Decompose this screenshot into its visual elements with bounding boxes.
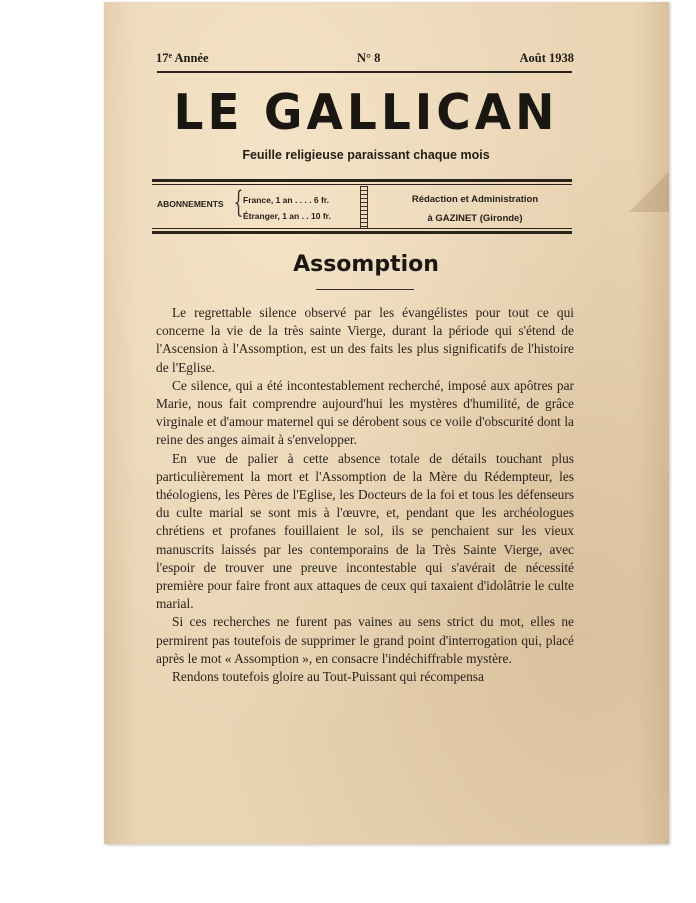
- year-label: [156, 51, 209, 66]
- redaction-line1: Rédaction et Administration: [411, 194, 539, 205]
- article-paragraph: Si ces recherches ne furent pas vaines au sens strict du mot, elles ne permirent pas toutefois de supprimer le grand point d'interrogation qui, placé après le mot « Assomption », en consacre l'indéchiffrable mystère.: [156, 614, 574, 666]
- year-word: Année: [172, 51, 209, 65]
- issue-date: Août 1938: [519, 51, 574, 65]
- redaction-info: [380, 190, 570, 228]
- masthead-top-line: [156, 51, 574, 67]
- year-suffix: e: [168, 51, 173, 60]
- article-paragraph: Le regrettable silence observé par les évangélistes pour tout ce qui concerne la vie de la très sainte Vierge, durant la période qui s'étend de l'Ascension à l'Assomption, est un des faits les plus significatifs de l'histoire de l'Eglise.: [156, 305, 574, 375]
- info-box-top-rule: [152, 179, 572, 182]
- issue-number: N° 8: [357, 51, 381, 65]
- newspaper-subtitle: Feuille religieuse paraissant chaque mois: [242, 148, 490, 162]
- rate-france: France, 1 an . . . . 6 fr.: [243, 195, 329, 205]
- info-box-top-rule-thin: [152, 184, 572, 185]
- article-body: [156, 304, 574, 686]
- ornamental-divider: [360, 186, 368, 228]
- article-title-underline: [316, 289, 414, 290]
- subscription-rates: [243, 192, 331, 224]
- article-paragraph: En vue de palier à cette absence totale de détails touchant plus particulièrement la mort et l'Assomption de la Mère du Rédempteur, les théologiens, les Pères de l'Eglise, les Docteurs de la foi et tous les défenseurs du culte marial se sont mis à l'œuvre, et, pendant que les archéologues chrétiens et profanes fouillaient le sol, ils se penchaient sur les vieux manuscrits laissés par les contemporains de la Très Sainte Vierge, avec l'espoir de trouver une preuve incontestable qui s'avérait de nécessité première pour faire front aux attaques de ceux qui taxaient d'idolâtrie le culte marial.: [156, 450, 574, 612]
- article-paragraph: Ce silence, qui a été incontestablement recherché, imposé aux apôtres par Marie, nous fait comprendre aujourd'hui les mystères d'humilité, de grâce virginale et d'amour maternel qui se dérobent sous ce voile d'obscurité dont la reine des anges aimait à s'envelopper.: [156, 377, 574, 448]
- article-title: Assomption: [293, 252, 439, 277]
- subscriptions-label: ABONNEMENTS: [157, 199, 224, 209]
- redaction-line2: à GAZINET (Gironde): [427, 213, 523, 224]
- brace-icon: {: [233, 185, 244, 220]
- rate-etranger: Étranger, 1 an . . 10 fr.: [243, 211, 331, 221]
- newspaper-title: LE GALLICAN: [173, 83, 559, 142]
- article-paragraph: Rendons toutefois gloire au Tout-Puissant qui récompensa: [172, 669, 484, 685]
- page-fold-shadow: [629, 172, 669, 212]
- masthead-rule: [157, 71, 572, 73]
- info-box-bottom-rule-thin: [152, 228, 572, 229]
- year-number: 17: [156, 51, 169, 65]
- info-box-bottom-rule: [152, 231, 572, 234]
